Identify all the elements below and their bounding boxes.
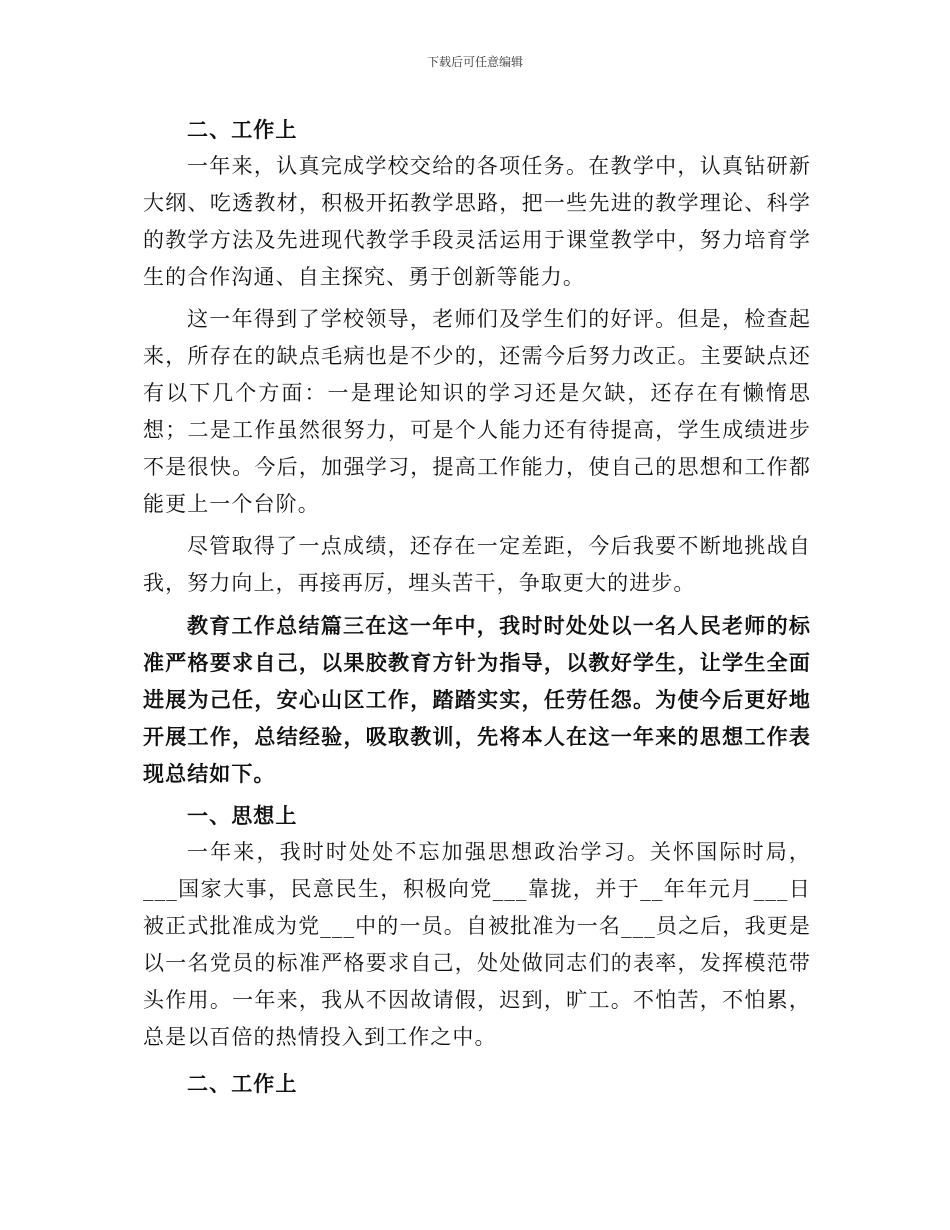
- paragraph-work-tasks: 一年来，认真完成学校交给的各项任务。在教学中，认真钻研新大纲、吃透教材，积极开拓教学思路，把一些先进的教学理论、科学的教学方法及先进现代教学手段灵活运用于课堂教学中，努力培育学生的合作沟通、自主探究、勇于创新等能力。: [143, 154, 811, 289]
- section-heading-thought: 一、思想上: [187, 803, 298, 828]
- paragraph-future-goals: 尽管取得了一点成绩，还存在一定差距，今后我要不断地挑战自我，努力向上，再接再厉，埋头苦干，争取更大的进步。: [143, 534, 811, 595]
- section-heading-work: 二、工作上: [187, 117, 298, 142]
- page-header-note: 下载后可任意编辑: [426, 55, 523, 69]
- paragraph-shortcomings: 这一年得到了学校领导，老师们及学生们的好评。但是，检查起来，所存在的缺点毛病也是不少的，还需今后努力改正。主要缺点还有以下几个方面：一是理论知识的学习还是欠缺，还存在有懒惰思想；二是工作虽然很努力，可是个人能力还有待提高，学生成绩进步不是很快。今后，加强学习，提高工作能力，使自己的思想和工作都能更上一个台阶。: [143, 307, 811, 516]
- document-body: [143, 111, 811, 1102]
- paragraph-political-study: 一年来，我时时处处不忘加强思想政治学习。关怀国际时局，___国家大事，民意民生，积极向党___靠拢，并于__年年元月___日被正式批准成为党___中的一员。自被批准为一名___员之后，我更是以一名党员的标准严格要求自己，处处做同志们的表率，发挥模范带头作用。一年来，我从不因故请假，迟到，旷工。不怕苦，不怕累，总是以百倍的热情投入到工作之中。: [143, 840, 811, 1049]
- paragraph-summary-intro: 教育工作总结篇三在这一年中，我时时处处以一名人民老师的标准严格要求自己，以果胶教育方针为指导，以教好学生，让学生全面进展为己任，安心山区工作，踏踏实实，任劳任怨。为使今后更好地开展工作，总结经验，吸取教训，先将本人在这一年来的思想工作表现总结如下。: [143, 613, 811, 786]
- section-heading-work-2: 二、工作上: [187, 1071, 298, 1096]
